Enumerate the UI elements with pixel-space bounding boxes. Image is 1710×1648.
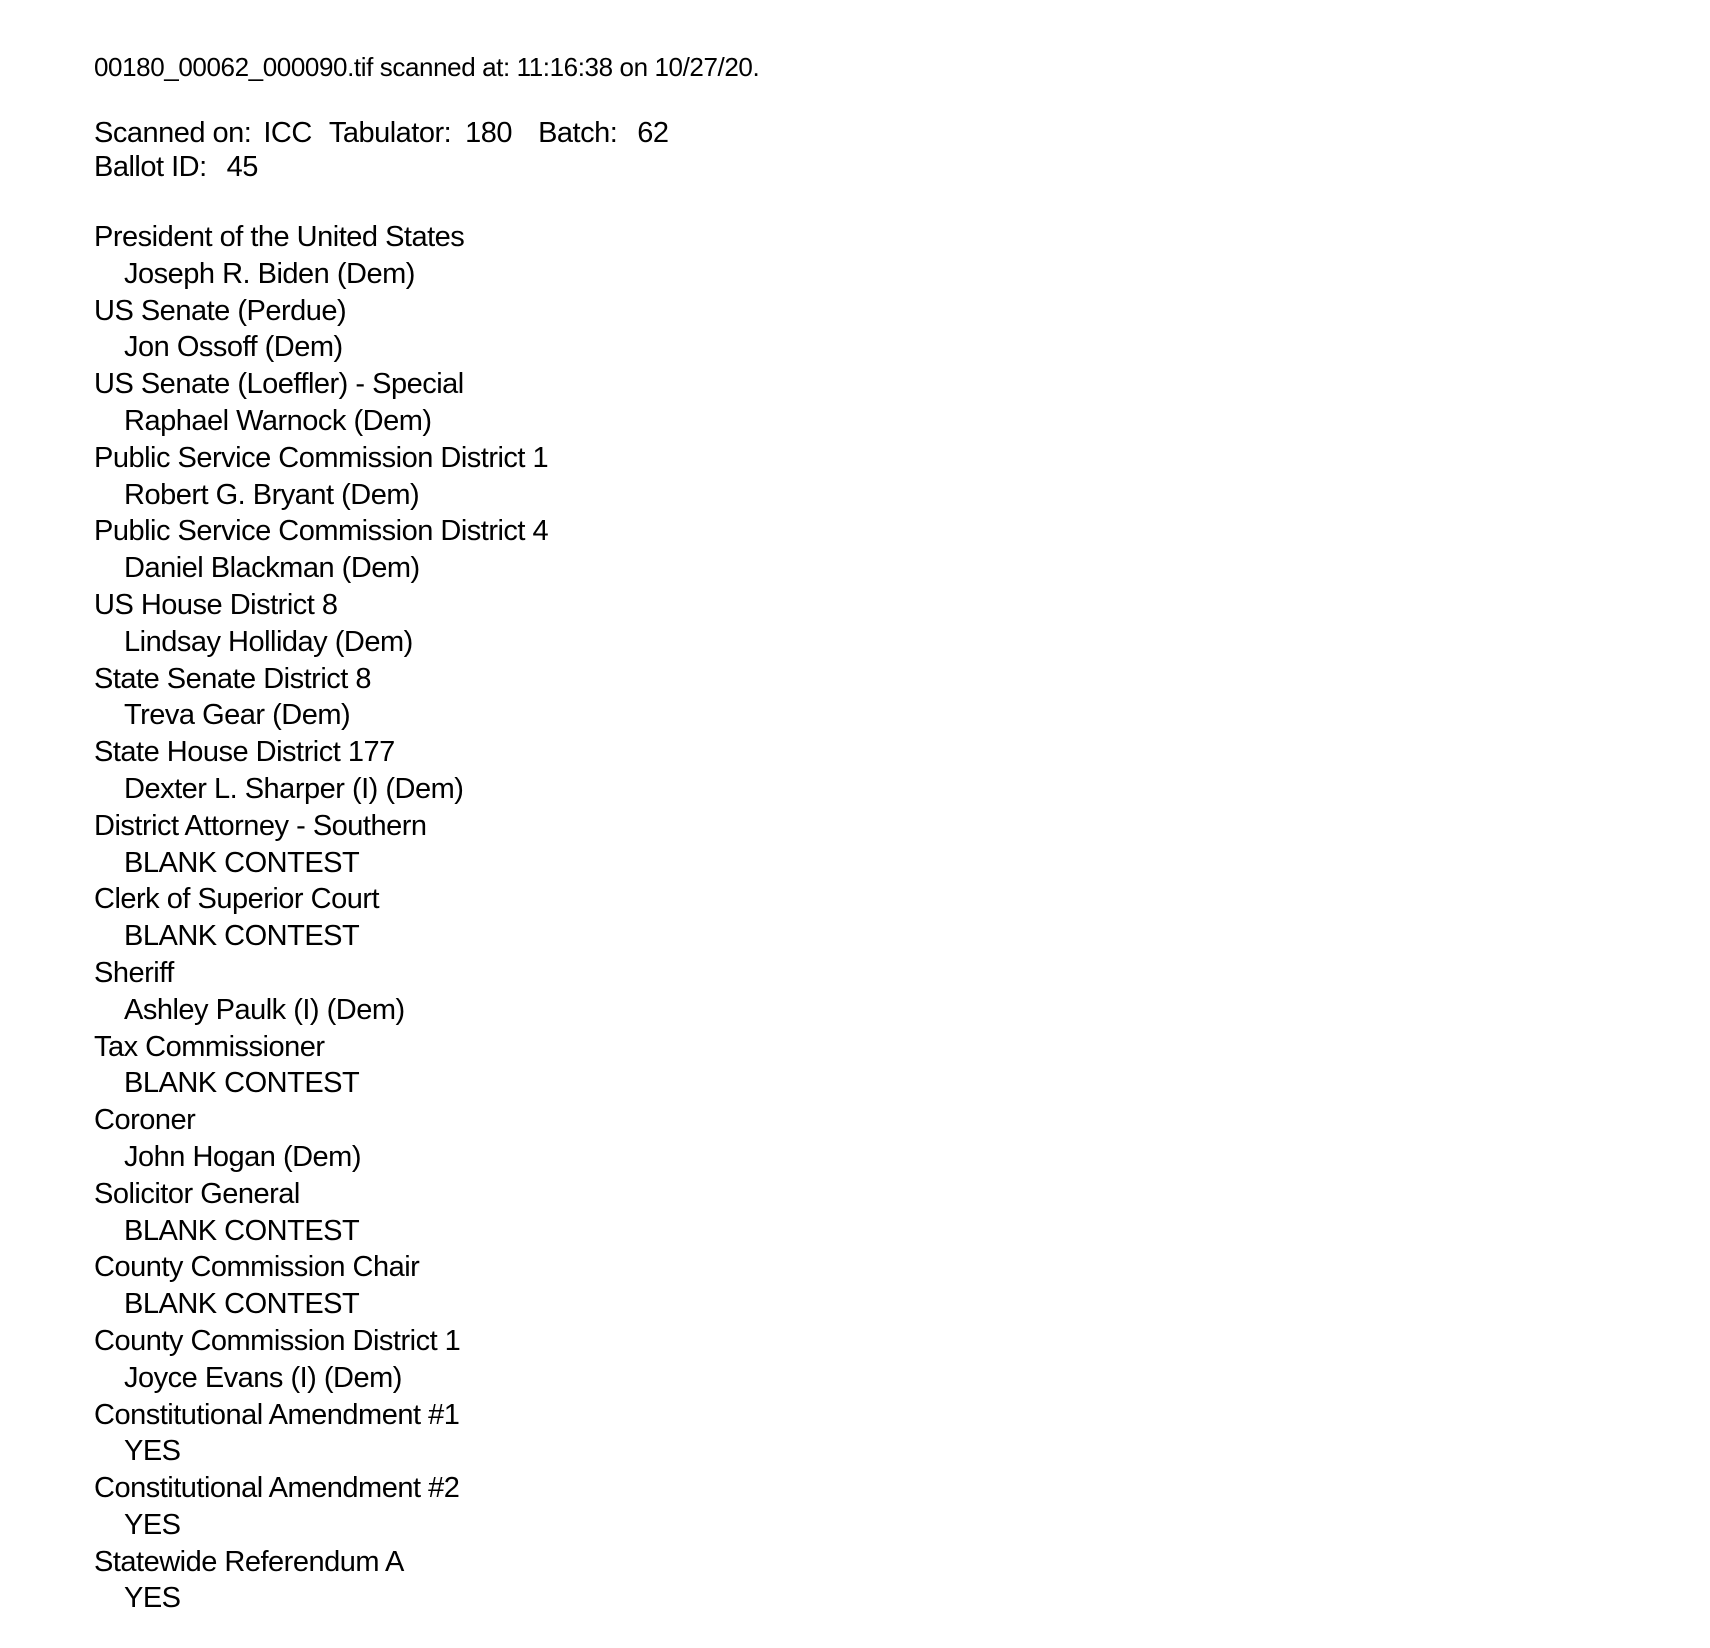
contest-selection: Dexter L. Sharper (I) (Dem): [124, 772, 464, 805]
batch-value: 62: [637, 117, 669, 149]
contest-selection: Lindsay Holliday (Dem): [124, 625, 413, 658]
contest-office: President of the United States: [94, 221, 465, 253]
contest-selection: BLANK CONTEST: [124, 846, 360, 879]
contest-selection: Treva Gear (Dem): [124, 699, 351, 732]
contest-entry: [94, 808, 548, 882]
contest-office: Coroner: [94, 1104, 196, 1137]
ballot-id-line: [94, 150, 669, 184]
contest-selection: BLANK CONTEST: [124, 1067, 360, 1100]
contest-office: County Commission Chair: [94, 1251, 420, 1284]
contest-entry: [94, 881, 548, 955]
scanned-on-label: Scanned on:: [94, 117, 252, 149]
contest-entry: [94, 366, 548, 440]
contest-selection: BLANK CONTEST: [124, 1214, 360, 1247]
contest-office: Solicitor General: [94, 1177, 300, 1210]
contest-entry: [94, 1102, 548, 1176]
contest-list: [94, 219, 548, 1617]
contest-selection: YES: [124, 1508, 181, 1541]
tabulator-value: 180: [465, 117, 513, 149]
contest-selection: John Hogan (Dem): [124, 1140, 361, 1173]
contest-office: State Senate District 8: [94, 662, 372, 695]
scan-info-line: [94, 116, 669, 150]
contest-office: State House District 177: [94, 736, 395, 769]
contest-entry: [94, 1029, 548, 1103]
contest-entry: [94, 1397, 548, 1471]
contest-selection: BLANK CONTEST: [124, 1288, 360, 1321]
contest-selection: Raphael Warnock (Dem): [124, 404, 432, 437]
contest-office: Public Service Commission District 1: [94, 441, 549, 474]
tabulator-label: Tabulator:: [328, 117, 452, 149]
contest-entry: [94, 293, 548, 367]
contest-office: Statewide Referendum A: [94, 1545, 404, 1578]
contest-office: Sheriff: [94, 956, 174, 989]
contest-entry: [94, 1323, 548, 1397]
contest-selection: Ashley Paulk (I) (Dem): [124, 993, 405, 1026]
ballot-id-value: 45: [226, 151, 258, 183]
contest-office: District Attorney - Southern: [94, 809, 427, 842]
contest-entry: [94, 219, 548, 293]
contest-office: Constitutional Amendment #2: [94, 1472, 460, 1505]
contest-selection: BLANK CONTEST: [124, 920, 360, 953]
scanned-on-value: ICC: [263, 117, 312, 149]
contest-selection: Joyce Evans (I) (Dem): [124, 1361, 402, 1394]
contest-entry: [94, 734, 548, 808]
contest-selection: Robert G. Bryant (Dem): [124, 478, 420, 511]
batch-label: Batch:: [538, 117, 618, 149]
contest-entry: [94, 955, 548, 1029]
contest-entry: [94, 440, 548, 514]
contest-entry: [94, 1470, 548, 1544]
contest-office: US Senate (Perdue): [94, 294, 347, 327]
contest-office: US Senate (Loeffler) - Special: [94, 368, 464, 401]
contest-entry: [94, 513, 548, 587]
contest-selection: Joseph R. Biden (Dem): [124, 257, 415, 290]
contest-office: Constitutional Amendment #1: [94, 1398, 460, 1431]
contest-entry: [94, 661, 548, 735]
contest-entry: [94, 1176, 548, 1250]
contest-office: Clerk of Superior Court: [94, 883, 380, 916]
contest-selection: YES: [124, 1582, 181, 1615]
contest-selection: Daniel Blackman (Dem): [124, 552, 420, 585]
contest-entry: [94, 1249, 548, 1323]
ballot-id-label: Ballot ID:: [94, 151, 207, 183]
contest-office: Tax Commissioner: [94, 1030, 325, 1063]
contest-entry: [94, 1544, 548, 1618]
contest-selection: YES: [124, 1435, 181, 1468]
scan-meta-block: [94, 116, 669, 184]
contest-office: US House District 8: [94, 588, 338, 621]
contest-entry: [94, 587, 548, 661]
contest-office: Public Service Commission District 4: [94, 515, 549, 548]
contest-office: County Commission District 1: [94, 1324, 461, 1357]
contest-selection: Jon Ossoff (Dem): [124, 331, 343, 364]
scan-filename-line: 00180_00062_000090.tif scanned at: 11:16:38 on 10/27/20.: [94, 52, 760, 82]
